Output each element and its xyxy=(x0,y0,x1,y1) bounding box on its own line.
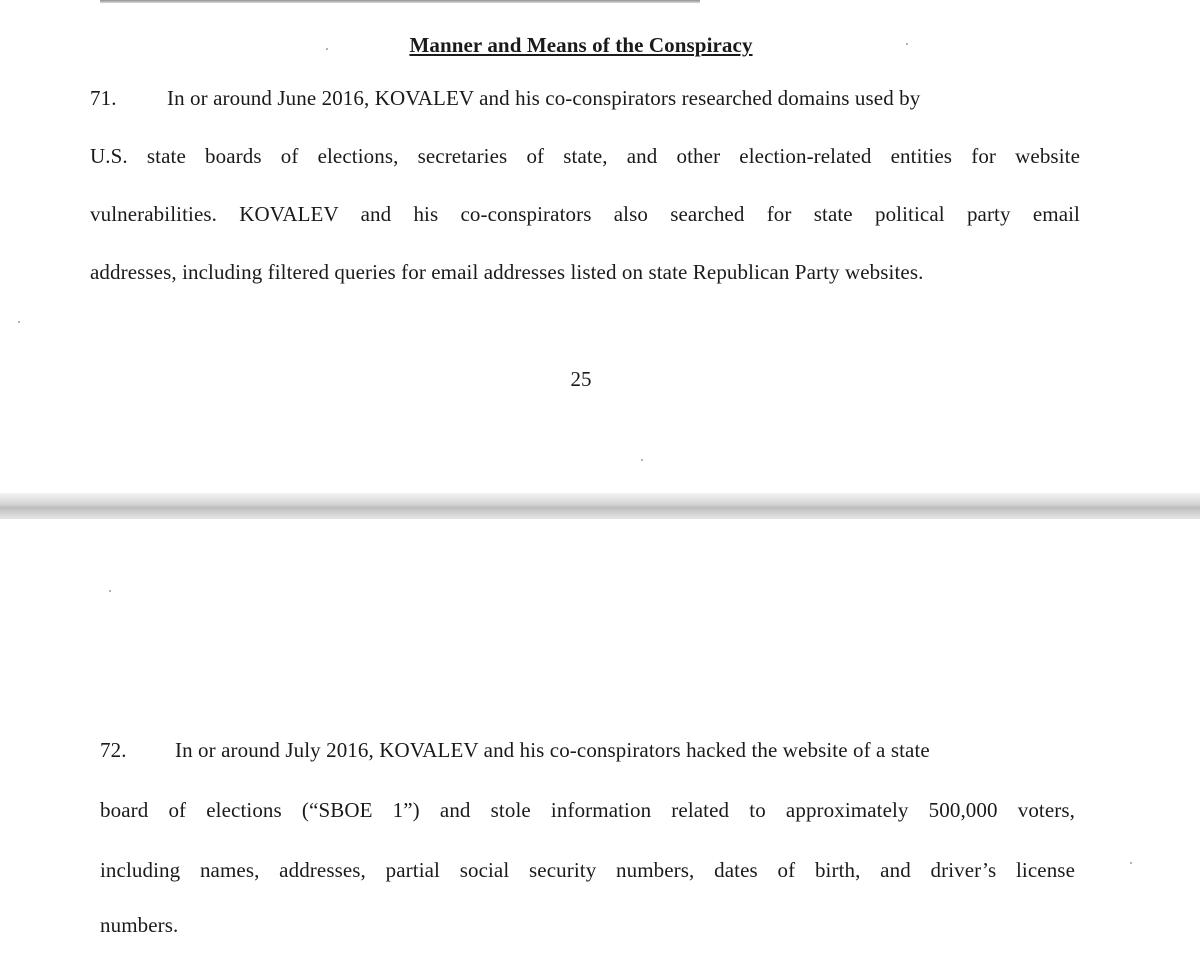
page-break-divider xyxy=(0,493,1200,519)
paragraph-line: U.S. state boards of elections, secretaries of state, and other election-related entities for website xyxy=(90,144,1080,168)
paragraph-line: numbers. xyxy=(100,913,179,937)
section-heading: Manner and Means of the Conspiracy xyxy=(409,33,753,57)
paragraph-line: In or around June 2016, KOVALEV and his co-conspirators researched domains used by xyxy=(167,86,921,110)
paragraph-number: 72. xyxy=(100,738,127,762)
paragraph-line: addresses, including filtered queries for email addresses listed on state Republican Party websites. xyxy=(90,260,924,284)
scan-speck xyxy=(326,48,328,50)
scan-speck xyxy=(109,590,111,592)
paragraph-number: 71. xyxy=(90,86,117,110)
paragraph-line: including names, addresses, partial social security numbers, dates of birth, and driver’s license xyxy=(100,858,1075,882)
paragraph-line: board of elections (“SBOE 1”) and stole information related to approximately 500,000 voters, xyxy=(100,798,1075,822)
cropped-text-remnant xyxy=(100,0,700,3)
paragraph-line: vulnerabilities. KOVALEV and his co-conspirators also searched for state political party email xyxy=(90,202,1080,226)
scan-speck xyxy=(906,43,908,45)
page-number: 25 xyxy=(570,367,592,391)
scan-speck xyxy=(1130,862,1132,864)
scan-speck xyxy=(18,321,20,323)
paragraph-line: In or around July 2016, KOVALEV and his co-conspirators hacked the website of a state xyxy=(175,738,930,762)
scan-speck xyxy=(641,459,643,461)
